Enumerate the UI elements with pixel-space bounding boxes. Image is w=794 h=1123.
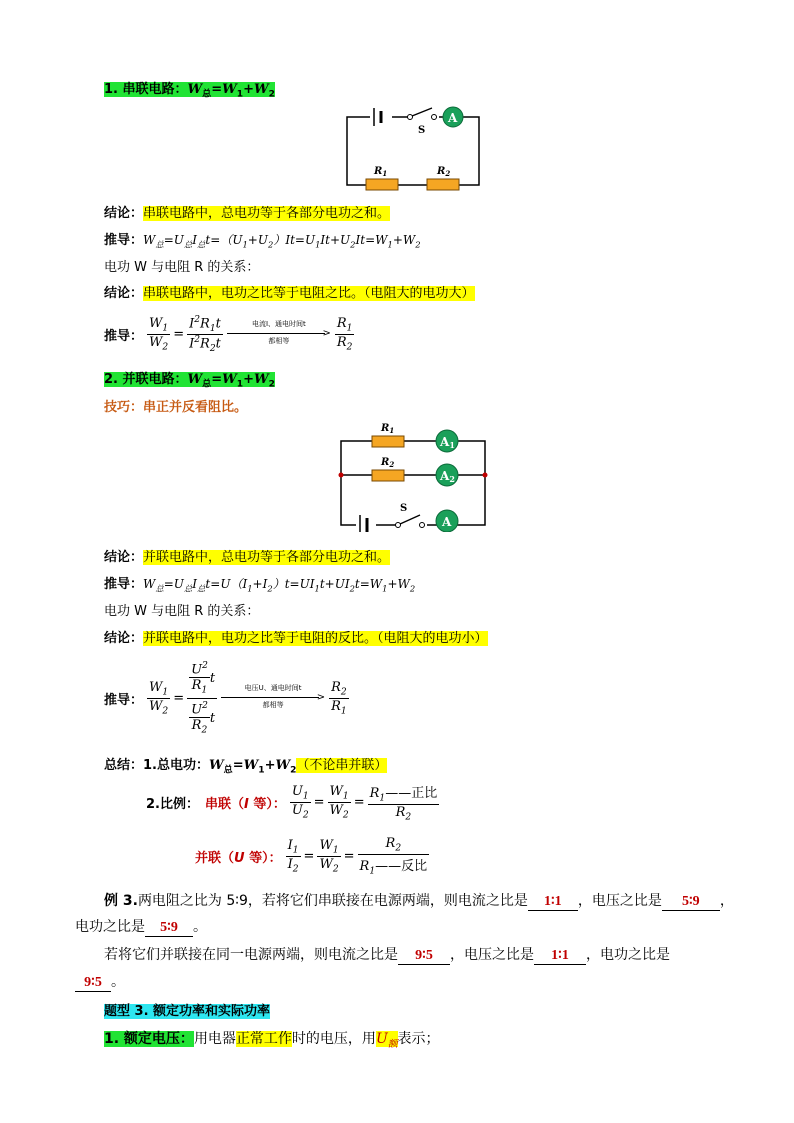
svg-text:R2: $R_2$ (437, 166, 451, 178)
summary-series: 2.比例： 串联（I 等）： $\frac{U_1}{U_2}$ = $\frac{W_1}{W_2}$ = $\frac{R_1——正比}{R_2}$ (146, 783, 438, 823)
example-line3: 若将它们并联接在同一电源两端，则电流之比是 9∶5 ，电压之比是 1∶1 ，电功之比是 (104, 947, 670, 963)
svg-text:A: A (442, 515, 452, 529)
switch-label: S (418, 125, 426, 136)
summary-item1: 总结：1.总电功：$W_总=W_1+W_2$（不论串并联） (104, 758, 388, 776)
summary-parallel: 并联（U 等）： $\frac{I_1}{I_2}$ = $\frac{W_1}{W_2}$ = $\frac{R_2}{R_1——反比}$ (195, 835, 428, 877)
svg-text:R1: $R_1$ (381, 423, 395, 435)
s2-conclusion: 结论：并联电路中，总电功等于各部分电功之和。 (104, 550, 391, 565)
resistor-r2 (427, 179, 459, 190)
s2-tip: 技巧：串正并反看阻比。 (104, 400, 248, 415)
s1-conclusion: 结论：串联电路中，总电功等于各部分电功之和。 (104, 206, 391, 221)
svg-text:A: A (448, 111, 458, 125)
s1-conclusion2: 结论：串联电路中，电功之比等于电阻之比。（电阻大的电功大） (104, 286, 475, 301)
s1-relation: 电功 W 与电阻 R 的关系： (104, 260, 260, 275)
resistor-r1 (372, 436, 404, 447)
s1-ratio-derivation: 推导： $\frac{W_1}{W_2}$ = $\frac{I^2R_1t}{I^2R_2t}$ 电流I、通电时间t > 都相等 $\frac{R_1}{R_2}$ (104, 314, 353, 354)
s2-relation: 电功 W 与电阻 R 的关系： (104, 604, 260, 619)
s2-ratio-derivation: 推导： $\frac{W_1}{W_2}$ = $\frac{U^2}{R_1}$ t $\frac{U^2}{R_2}$ t 电压U、通电时间t > 都相等 $\frac{R_2}{R_1}$ (104, 660, 347, 736)
s2-derivation: 推导：$W_总=U_总I_总t=U(I_1+I_2)t=UI_1t+UI_2t=W_1+W_2$ (104, 577, 416, 594)
answer-blank: 9∶5 (398, 947, 450, 965)
resistor-r1 (366, 179, 398, 190)
example-line1: 例 3.两电阻之比为 5∶9，若将它们串联接在电源两端，则电流之比是 1∶1 ，电压之比是 5∶9 ， (104, 893, 734, 909)
svg-text:A1: A1 (440, 435, 455, 450)
answer-blank: 1∶1 (534, 947, 586, 965)
example-line4: 9∶5 。 (75, 971, 125, 992)
svg-text:S: S (400, 503, 408, 514)
s1-heading: 1. 串联电路：$W_总=W_1+W_2$ (104, 82, 275, 100)
svg-text:A2: A2 (440, 469, 455, 484)
s1-derivation: 推导：$W_总=U_总I_总t=(U_1+U_2)It=U_1It+U_2It=W_1+W_2$ (104, 233, 421, 250)
answer-blank: 9∶5 (75, 974, 111, 992)
s1-heading-label: 1. 串联电路： (104, 82, 188, 97)
answer-blank: 1∶1 (528, 893, 578, 911)
parallel-circuit-diagram (330, 414, 500, 532)
resistor-r2 (372, 470, 404, 481)
svg-text:R1: $R_1$ (374, 166, 388, 178)
series-circuit-diagram (330, 100, 500, 192)
s2-conclusion2: 结论：并联电路中，电功之比等于电阻的反比。（电阻大的电功小） (104, 631, 488, 646)
s2-arrow: 电压U、通电时间t > 都相等 (221, 683, 325, 713)
topic-item1: 1. 额定电压：用电器正常工作时的电压，用$U_额$表示； (104, 1031, 440, 1050)
answer-blank: 5∶9 (662, 893, 720, 911)
s1-arrow: 电流I、通电时间t > 都相等 (227, 319, 331, 349)
s2-heading: 2. 并联电路：$W_总=W_1+W_2$ (104, 372, 275, 390)
svg-text:R2: $R_2$ (381, 457, 395, 469)
example-line2: 电功之比是 5∶9 。 (75, 919, 207, 935)
answer-blank: 5∶9 (145, 919, 193, 937)
topic-title: 题型 3. 额定功率和实际功率 (104, 1004, 271, 1019)
